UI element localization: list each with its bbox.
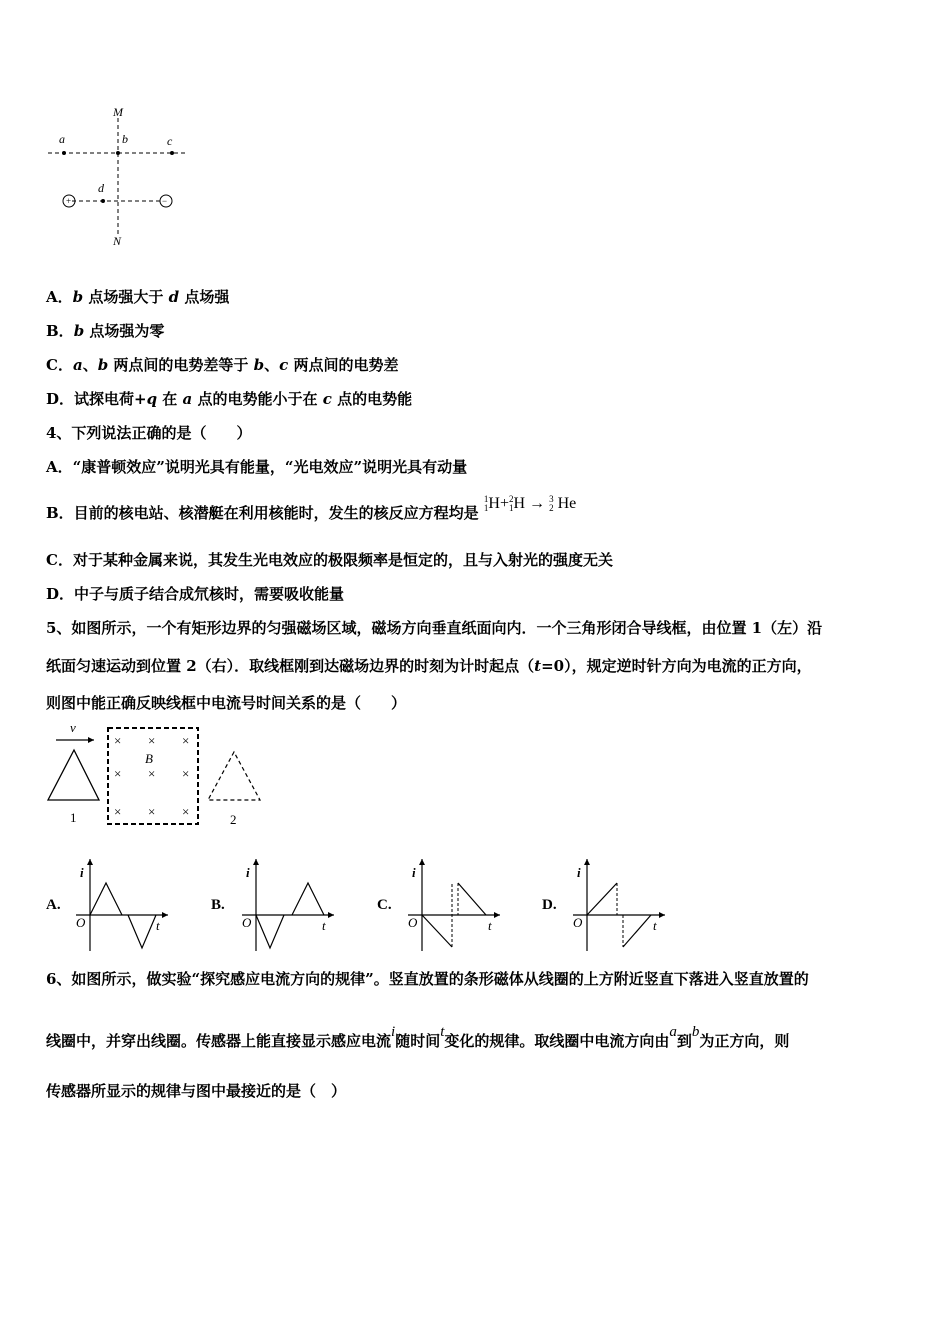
q3-option-d: D．试探电荷+q 在 a 点的电势能小于在 c 点的电势能 [46, 390, 413, 408]
triangle-position-1 [48, 750, 99, 800]
label-N: N [113, 234, 122, 248]
q4-option-c: C．对于某种金属来说，其发生光电效应的极限频率是恒定的，且与入射光的强度无关 [46, 551, 613, 569]
label-c: c [167, 134, 173, 148]
velocity-label: v [70, 720, 76, 735]
nuclear-equation: 1 1 H+ 2 1 H → 3 2 He [483, 494, 577, 514]
positive-charge-sign: + [66, 196, 72, 206]
graph-option-a [68, 855, 173, 955]
svg-text:O: O [573, 915, 583, 930]
q5-stem-line3: 则图中能正确反映线框中电流号时间关系的是（ ） [46, 694, 407, 712]
graph-option-c [400, 855, 505, 955]
q5-option-c-label: C. [377, 897, 392, 913]
svg-text:×: × [182, 804, 190, 819]
graph-option-b [234, 855, 339, 955]
q3-option-c: C．a、b 两点间的电势差等于 b、c 两点间的电势差 [46, 356, 399, 374]
svg-text:O: O [242, 915, 252, 930]
svg-text:×: × [148, 766, 156, 781]
position-2-label: 2 [230, 812, 237, 827]
q5-option-d-label: D. [542, 897, 557, 913]
q6-stem-line2: 线圈中，并穿出线圈。传感器上能直接显示感应电流i随时间t变化的规律。取线圈中电流方向由a到b为正方向，则 [46, 1024, 790, 1050]
svg-text:i: i [80, 865, 84, 880]
q3-option-a: A．b 点场强大于 d 点场强 [46, 288, 230, 306]
magnetic-field-figure [42, 720, 272, 832]
svg-text:O: O [76, 915, 86, 930]
label-b: b [122, 132, 128, 146]
position-1-label: 1 [70, 810, 77, 825]
negative-charge-sign: − [162, 196, 168, 206]
q4-option-d: D．中子与质子结合成氘核时，需要吸收能量 [46, 585, 345, 603]
q6-stem-line1: 6、如图所示，做实验“探究感应电流方向的规律”。竖直放置的条形磁体从线圈的上方附近竖直下落进入竖直放置的 [46, 970, 809, 988]
q3-option-b: B．b 点场强为零 [46, 322, 165, 340]
label-d: d [98, 181, 104, 195]
svg-text:i: i [577, 865, 581, 880]
svg-text:×: × [114, 804, 122, 819]
label-a: a [59, 132, 65, 146]
svg-text:×: × [182, 766, 190, 781]
q4-option-a: A．“康普顿效应”说明光具有能量，“光电效应”说明光具有动量 [46, 458, 468, 476]
svg-text:i: i [246, 865, 250, 880]
svg-text:×: × [114, 766, 122, 781]
svg-text:t: t [156, 918, 160, 933]
svg-text:×: × [182, 733, 190, 748]
svg-text:×: × [148, 804, 156, 819]
q4-option-b: B．目前的核电站、核潜艇在利用核能时，发生的核反应方程均是 1 1 H+ 2 1 H → 3 2 He [46, 494, 577, 522]
svg-text:i: i [412, 865, 416, 880]
q6-stem-line3: 传感器所显示的规律与图中最接近的是（ ） [46, 1082, 347, 1100]
q5-option-b-label: B. [211, 897, 225, 913]
q5-stem-line2: 纸面匀速运动到位置 2（右）．取线框刚到达磁场边界的时刻为计时起点（t=0），规定逆时针方向为电流的正方向， [46, 657, 812, 675]
triangle-position-2 [208, 752, 260, 800]
graph-option-d [565, 855, 670, 955]
svg-text:×: × [148, 733, 156, 748]
label-M: M [113, 105, 123, 119]
svg-text:t: t [488, 918, 492, 933]
q5-stem-line1: 5、如图所示，一个有矩形边界的匀强磁场区域，磁场方向垂直纸面向内．一个三角形闭合导线框，由位置 1（左）沿 [46, 619, 823, 637]
field-diagram [40, 100, 200, 250]
q4-stem: 4、下列说法正确的是（ ） [46, 424, 252, 442]
svg-text:O: O [408, 915, 418, 930]
svg-text:t: t [653, 918, 657, 933]
field-B-label: B [145, 751, 153, 766]
svg-text:t: t [322, 918, 326, 933]
q5-option-a-label: A. [46, 897, 61, 913]
svg-text:×: × [114, 733, 122, 748]
